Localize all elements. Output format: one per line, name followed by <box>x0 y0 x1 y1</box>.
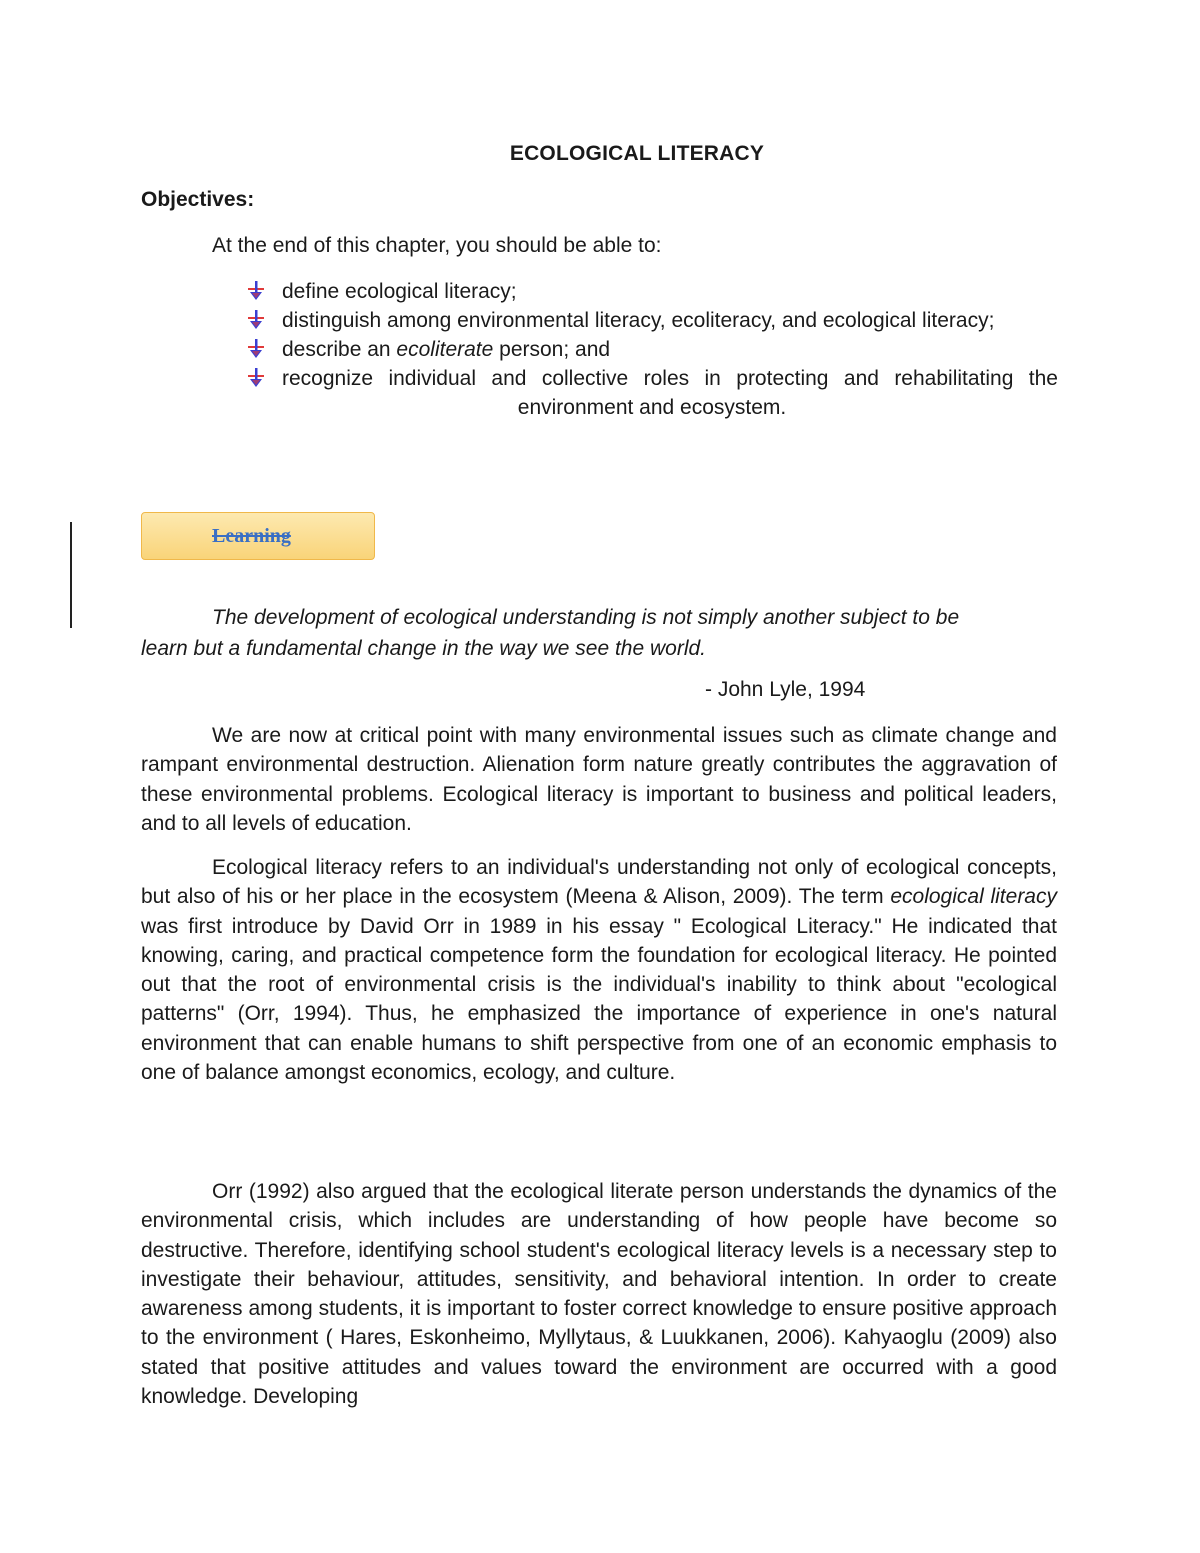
objectives-intro: At the end of this chapter, you should be able to: <box>212 234 662 257</box>
paragraph-text-part: Ecological literacy refers to an individual's understanding not only of ecological concepts, but also of his or her place in the ecosystem (Meena & Alison, 2009). The term <box>141 856 1057 909</box>
objective-text-last-line: environment and ecosystem. <box>517 396 787 419</box>
list-item <box>246 306 1058 335</box>
margin-bar <box>70 522 72 628</box>
objective-text-tail: person; and <box>493 338 611 361</box>
paragraph-emphasis: ecological literacy <box>890 885 1057 909</box>
objective-text: describe an <box>282 338 391 361</box>
list-item <box>246 364 1058 422</box>
list-item <box>246 277 1058 306</box>
page-title: ECOLOGICAL LITERACY <box>509 142 765 165</box>
down-arrow-bullet-icon <box>246 367 266 389</box>
objective-emphasis: ecoliterate <box>396 338 494 361</box>
list-item <box>246 335 1058 364</box>
down-arrow-bullet-icon <box>246 309 266 331</box>
paragraph-text: We are now at critical point with many environmental issues such as climate change and rampant environmental destruction. Alienation form nature greatly contributes the aggravation of these environmental problems. Ecological literacy is important to business and political leaders, and to all levels of education. <box>141 724 1057 835</box>
learning-label: Learning <box>212 525 291 547</box>
quote-line: learn but a fundamental change in the way we see the world. <box>141 637 707 660</box>
objective-text: recognize individual and collective roles in protecting and rehabilitating the <box>282 367 1058 390</box>
epigraph-quote <box>141 602 1057 664</box>
paragraph-text-part: was first introduce by David Orr in 1989 in his essay " Ecological Literacy." He indicated that knowing, caring, and practical competence form the foundation for ecological literacy. He pointed out that the root of environmental crisis is the individual's inability to think about "ecological patterns" (Orr, 1994). Thus, he emphasized the importance of experience in one's natural environment that can enable humans to shift perspective from one of an economic emphasis to one of balance amongst economics, ecology, and culture. <box>141 914 1057 1085</box>
down-arrow-bullet-icon <box>246 338 266 360</box>
objective-text: distinguish among environmental literacy, ecoliteracy, and ecological literacy; <box>282 309 995 332</box>
paragraph-text <box>141 853 1057 1087</box>
quote-author: - John Lyle, 1994 <box>705 678 866 701</box>
paragraph-text: Orr (1992) also argued that the ecological literate person understands the dynamics of the environmental crisis, which includes are understanding of how people have become so destructive. Therefore, identifying school student's ecological literacy levels is a necessary step to investigate their behaviour, attitudes, sensitivity, and behavioral intention. In order to create awareness among students, it is important to foster correct knowledge to ensure positive approach to the environment ( Hares, Eskonheimo, Myllytaus, & Luukkanen, 2006). Kahyaoglu (2009) also stated that positive attitudes and values toward the environment are occurred with a good knowledge. Developing <box>141 1180 1057 1409</box>
objectives-list <box>246 277 1058 422</box>
objectives-heading: Objectives: <box>141 188 255 211</box>
body-paragraph <box>141 1177 1057 1411</box>
quote-line: The development of ecological understanding is not simply another subject to be <box>212 606 960 629</box>
objective-text: define ecological literacy; <box>282 280 517 303</box>
body-paragraph <box>141 721 1057 838</box>
down-arrow-bullet-icon <box>246 280 266 302</box>
body-paragraph <box>141 853 1057 1087</box>
